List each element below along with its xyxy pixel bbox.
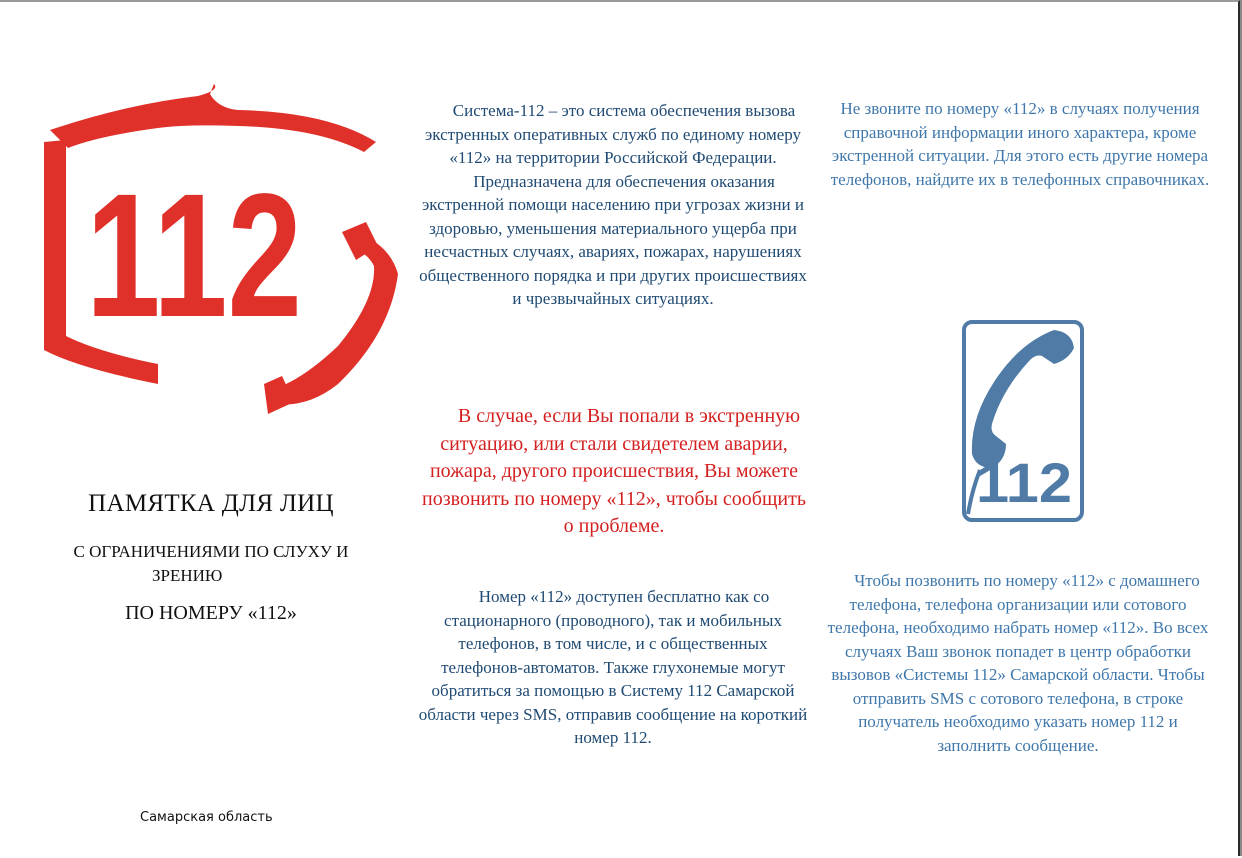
right-column [820,0,1210,858]
memo-subtitle-line2: ЗРЕНИЮ [152,566,223,585]
free-access-info [418,585,808,750]
system-description-p1: Система-112 – это система обеспечения вызова экстренных оперативных служб по единому номеру «112» на территории Российской Федерации. [424,101,802,167]
region-label: Самарская область [140,810,273,825]
middle-column [410,0,820,858]
emergency-call-note [416,403,812,541]
memo-number-line: ПО НОМЕРУ «112» [125,602,297,624]
logo-112-text: 112 [86,158,302,354]
do-not-call-text: Не звоните по номеру «112» в случаях получения справочной информации иного характера, кроме экстренной ситуации. Для этого есть другие номера телефонов, найдите их в телефонных справочниках. [830,99,1210,189]
do-not-call-note [820,97,1220,191]
logo-112-icon [38,84,408,414]
system-description [418,99,808,311]
free-access-text: Номер «112» доступен бесплатно как со стационарного (проводного), так и мобильных телефонов, в том числе, и с общественных телефонов-автоматов. Также глухонемые могут обратиться за помощью в Систему 112 Самарской области через SMS, отправив сообщение на короткий номер 112. [418,587,808,747]
phone-112-icon [962,320,1084,522]
memo-title: ПАМЯТКА ДЛЯ ЛИЦ [88,490,334,517]
memo-subtitle [0,540,422,588]
phone-icon-number: 112 [976,451,1072,514]
memo-subtitle-line1: С ОГРАНИЧЕНИЯМИ ПО СЛУХУ И [73,542,349,561]
left-column [0,0,410,858]
emergency-call-text: В случае, если Вы попали в экстренную ситуацию, или стали свидетелем аварии, пожара, другого происшествия, Вы можете позвонить по номеру «112», чтобы сообщить о проблеме. [422,405,806,537]
how-to-call-text: Чтобы позвонить по номеру «112» с домашнего телефона, телефона организации или сотового телефона, необходимо набрать номер «112». Во всех случаях Ваш звонок попадет в центр обработки вызовов «Системы 112» Самарской области. Чтобы отправить SMS с сотового телефона, в строке получатель необходимо указать номер 112 и заполнить сообщение. [827,571,1209,755]
how-to-call-info [826,569,1210,757]
system-description-p2: Предназначена для обеспечения оказания экстренной помощи населению при угрозах жизни и здоровью, уменьшения материального ущерба при несчастных случаях, авариях, пожарах, нарушениях общественного порядка и при других происшествиях и чрезвычайных ситуациях. [419,171,807,308]
